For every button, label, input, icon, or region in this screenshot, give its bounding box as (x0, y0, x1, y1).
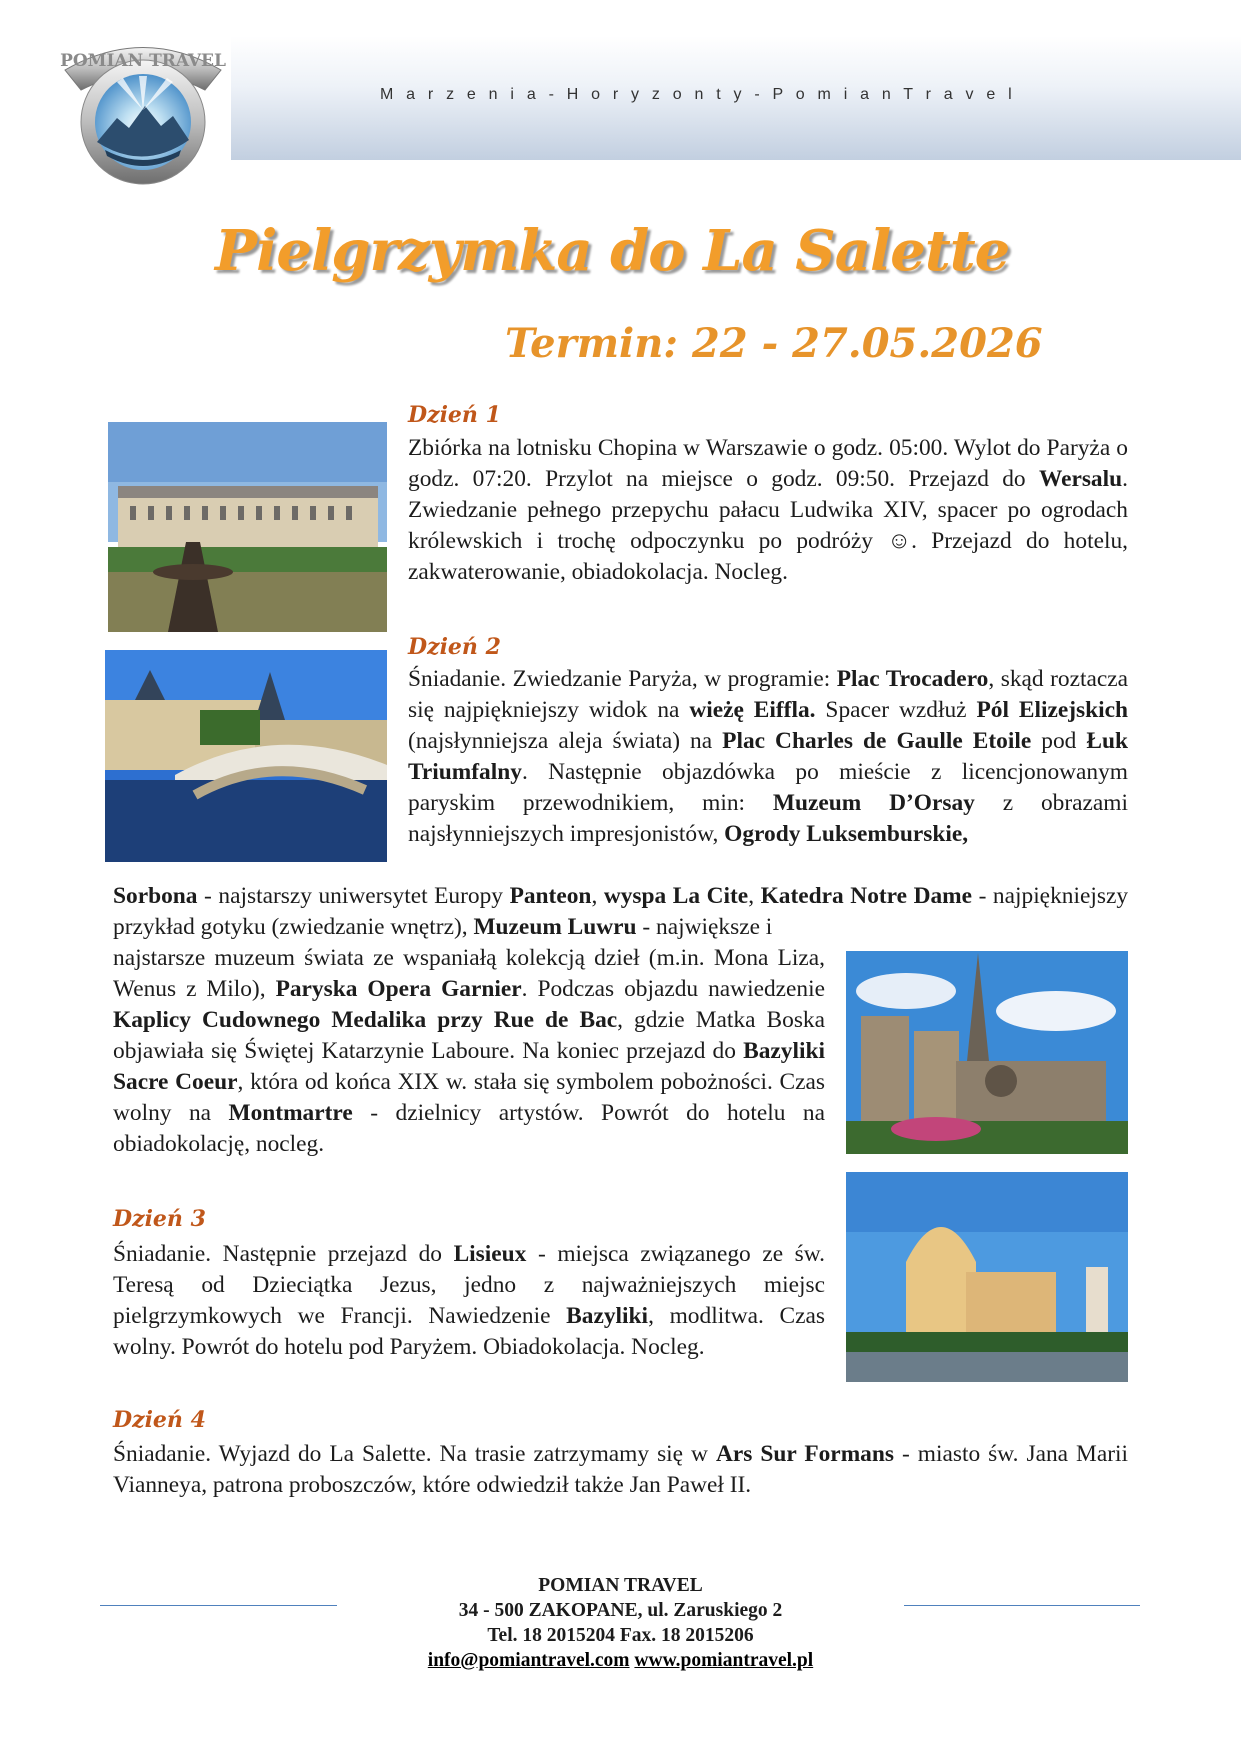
page-title: Pielgrzymka do La Salette (215, 218, 1010, 284)
bold-place-name: Sorbona (113, 883, 198, 909)
bold-place-name: Katedra Notre Dame (760, 883, 973, 909)
versailles-photo (108, 422, 387, 632)
lisieux-basilica-photo (846, 1172, 1128, 1382)
bold-place-name: Kaplicy Cudownego Medalika przy Rue de Bac (113, 1007, 618, 1033)
bold-place-name: Montmartre (228, 1100, 353, 1126)
footer-website-link[interactable]: www.pomiantravel.pl (634, 1650, 814, 1671)
pomian-travel-logo (55, 30, 231, 186)
bold-place-name: Muzeum Luwru (473, 914, 637, 940)
bold-place-name: Łuk Triumfalny (408, 728, 1128, 785)
bold-place-name: wyspa La Cite (603, 883, 749, 909)
bold-place-name: Bazyliki Sacre Coeur (113, 1038, 825, 1095)
day-1-heading: Dzień 1 (408, 402, 501, 428)
bold-place-name: Panteon (509, 883, 592, 909)
bold-place-name: Muzeum D’Orsay (772, 790, 975, 816)
day-3-heading: Dzień 3 (113, 1206, 206, 1232)
bold-place-name: wieżę Eiffla. (689, 697, 816, 723)
notre-dame-photo (846, 951, 1128, 1154)
trip-term: Termin: 22 - 27.05.2026 (505, 320, 1043, 367)
day-2-text-c: najstarsze muzeum świata ze wspaniałą kolekcją dzieł (m.in. Mona Liza, Wenus z Milo), Paryska Opera Garnier. Podczas objazdu nawiedzenie Kaplicy Cudownego Medalika przy Rue de Bac, gdzie Matka Boska objawiała się Świętej Katarzynie Laboure. Na koniec przejazd do Bazyliki Sacre Coeur, która od końca XIX w. stała się symbolem pobożności. Czas wolny na Montmartre - dzielnicy artystów. Powrót do hotelu na obiadokolację, nocleg. (113, 945, 825, 1157)
day-1-text: Zbiórka na lotnisku Chopina w Warszawie o godz. 05:00. Wylot do Paryża o godz. 07:20. Przylot na miejsce o godz. 09:50. Przejazd do Wersalu. Zwiedzanie pełnego przepychu pałacu Ludwika XIV, spacer po ogrodach królewskich i trochę odpoczynku po podróży ☺. Przejazd do hotelu, zakwaterowanie, obiadokolacja. Nocleg. (408, 435, 1128, 585)
day-2-heading: Dzień 2 (408, 634, 501, 660)
bold-place-name: Lisieux (453, 1241, 527, 1267)
day-4-heading: Dzień 4 (113, 1407, 206, 1433)
paris-conciergerie-photo (105, 650, 387, 862)
bold-place-name: Paryska Opera Garnier (275, 976, 522, 1002)
bold-place-name: Plac Charles de Gaulle Etoile (722, 728, 1032, 754)
footer-email-link[interactable]: info@pomiantravel.com (427, 1650, 630, 1671)
day-4-text: Śniadanie. Wyjazd do La Salette. Na trasie zatrzymamy się w Ars Sur Formans - miasto św. Jana Marii Vianneya, patrona proboszczów, które odwiedził także Jan Paweł II. (113, 1441, 1129, 1498)
bold-place-name: Bazyliki (566, 1303, 649, 1329)
footer-contact (0, 1648, 1241, 1673)
bold-place-name: Plac Trocadero (836, 666, 989, 692)
bold-place-name: Ogrody Luksemburskie, (724, 821, 969, 847)
day-2-text-a: Śniadanie. Zwiedzanie Paryża, w programie: Plac Trocadero, skąd roztacza się najpiękniejszy widok na wieżę Eiffla. Spacer wzdłuż Pól Elizejskich (najsłynniejsza aleja świata) na Plac Charles de Gaulle Etoile pod Łuk Triumfalny. Następnie objazdówka po mieście z licencjonowanym paryskim przewodnikiem, min: Muzeum D’Orsay z obrazami najsłynniejszych impresjonistów, Ogrody Luksemburskie, (408, 666, 1129, 847)
bold-place-name: Ars Sur Formans (715, 1441, 894, 1467)
footer-phones: Tel. 18 2015204 Fax. 18 2015206 (487, 1625, 754, 1646)
footer-company: POMIAN TRAVEL (538, 1575, 703, 1596)
bold-place-name: Wersalu (1038, 466, 1123, 492)
header-band (55, 36, 1241, 160)
footer-address: 34 - 500 ZAKOPANE, ul. Zaruskiego 2 (458, 1600, 783, 1621)
bold-place-name: Pól Elizejskich (976, 697, 1129, 723)
header-tagline: M a r z e n i a - H o r y z o n t y - P o m i a n T r a v e l (380, 86, 1016, 103)
day-3-text: Śniadanie. Następnie przejazd do Lisieux - miejsca związanego ze św. Teresą od Dzieciątka Jezus, jedno z najważniejszych miejsc pielgrzymkowych we Francji. Nawiedzenie Bazyliki, modlitwa. Czas wolny. Powrót do hotelu pod Paryżem. Obiadokolacja. Nocleg. (113, 1241, 825, 1360)
day-2-text-b: Sorbona - najstarszy uniwersytet Europy Panteon, wyspa La Cite, Katedra Notre Dame - najpiękniejszy przykład gotyku (zwiedzanie wnętrz), Muzeum Luwru - największe i (113, 883, 1129, 940)
logo-text: POMIAN TRAVEL (60, 51, 226, 71)
